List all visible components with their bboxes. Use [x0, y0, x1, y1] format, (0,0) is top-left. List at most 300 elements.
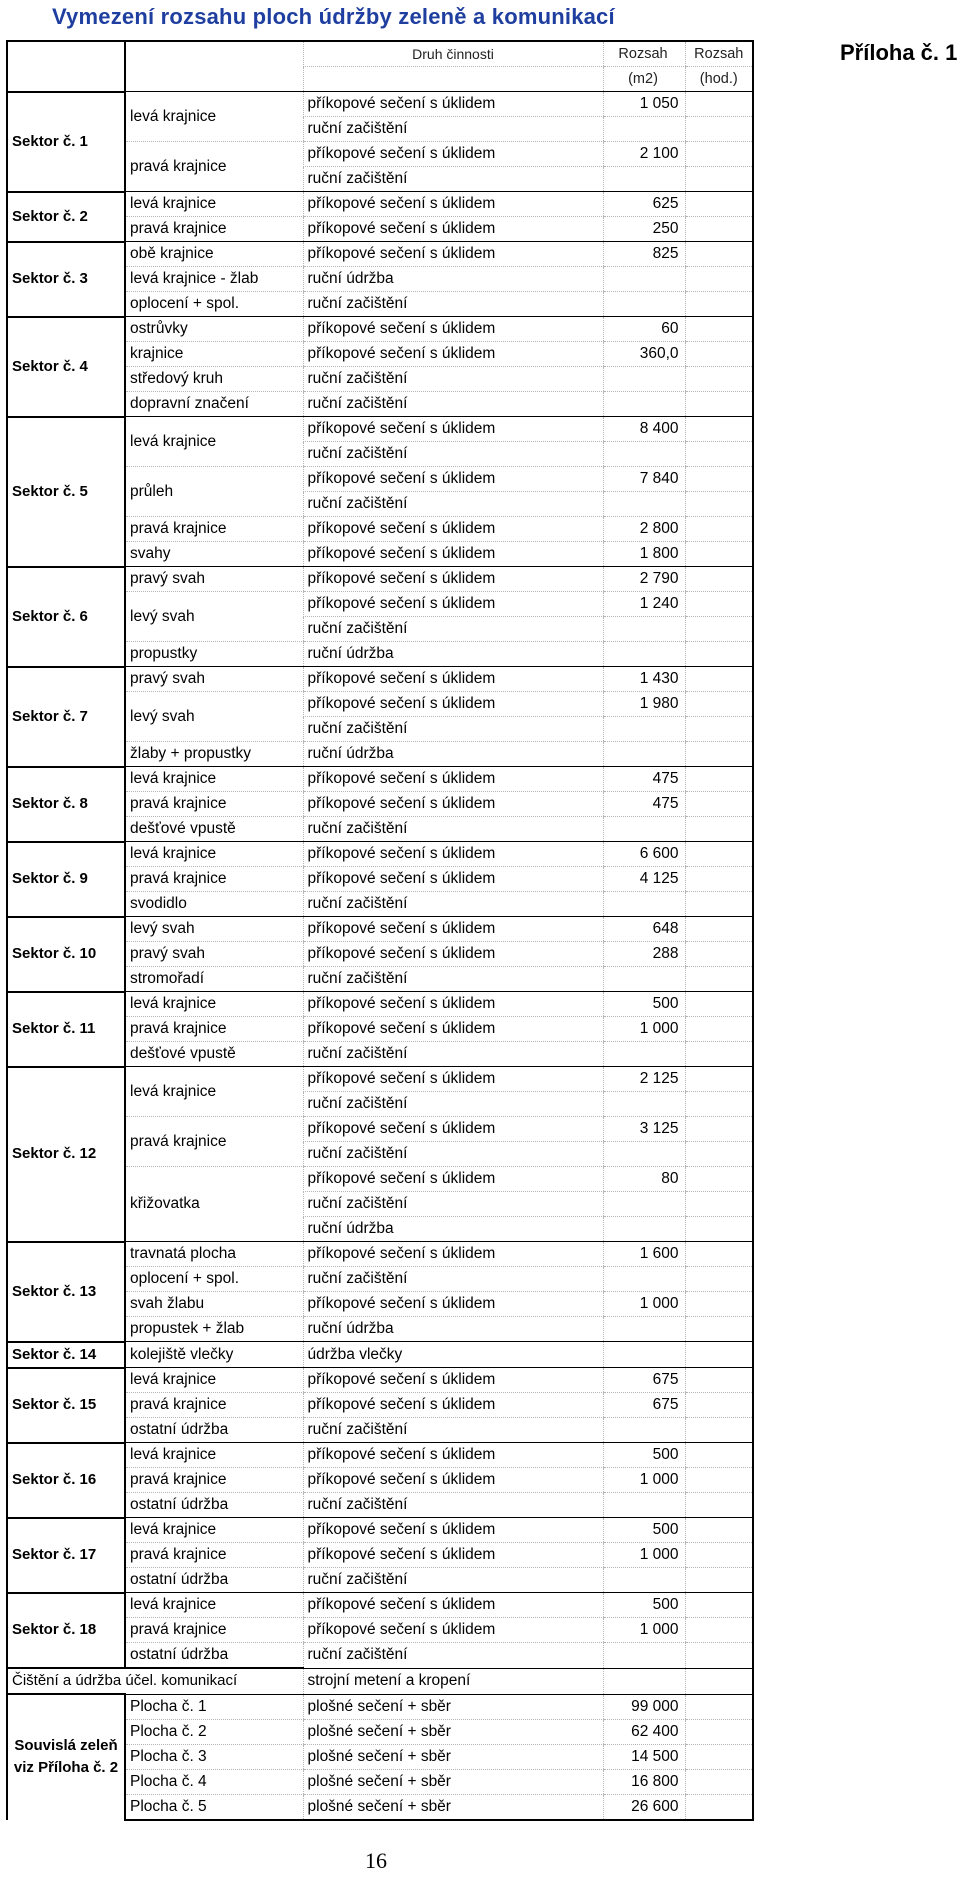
area-cell: 475 — [603, 767, 685, 792]
activity-cell: ruční začištění — [303, 817, 603, 842]
activity-cell: příkopové sečení s úklidem — [303, 542, 603, 567]
hours-cell — [685, 1067, 753, 1092]
hours-cell — [685, 917, 753, 942]
area-cell — [603, 117, 685, 142]
object-name: levý svah — [125, 917, 303, 942]
area-cell: 1 980 — [603, 692, 685, 717]
area-cell — [603, 1643, 685, 1669]
area-cell — [603, 292, 685, 317]
activity-cell: příkopové sečení s úklidem — [303, 767, 603, 792]
object-name: křižovatka — [125, 1167, 303, 1242]
sector-label: Sektor č. 16 — [7, 1443, 125, 1518]
object-name: levá krajnice — [125, 842, 303, 867]
activity-cell: ruční začištění — [303, 1267, 603, 1292]
object-name: dešťové vpustě — [125, 1042, 303, 1067]
activity-cell: ruční začištění — [303, 1493, 603, 1518]
activity-cell: příkopové sečení s úklidem — [303, 1167, 603, 1192]
object-name: levá krajnice — [125, 1518, 303, 1543]
hours-cell — [685, 1618, 753, 1643]
hours-cell — [685, 1719, 753, 1744]
area-cell: 1 800 — [603, 542, 685, 567]
hours-cell — [685, 1092, 753, 1117]
page-number: 16 — [365, 1848, 387, 1873]
hours-cell — [685, 1668, 753, 1694]
communication-label: Čištění a údržba účel. komunikací — [7, 1668, 303, 1694]
activity-cell: ruční začištění — [303, 967, 603, 992]
activity-cell: plošné sečení + sběr — [303, 1719, 603, 1744]
activity-cell: plošné sečení + sběr — [303, 1744, 603, 1769]
object-name: levá krajnice — [125, 1593, 303, 1618]
header-area-unit: (m2) — [603, 67, 685, 92]
area-cell — [603, 1042, 685, 1067]
area-cell: 1 050 — [603, 92, 685, 117]
activity-cell: ruční údržba — [303, 1217, 603, 1242]
sector-label: Sektor č. 18 — [7, 1593, 125, 1669]
hours-cell — [685, 1744, 753, 1769]
activity-cell: příkopové sečení s úklidem — [303, 417, 603, 442]
hours-cell — [685, 517, 753, 542]
object-name: ostatní údržba — [125, 1643, 303, 1669]
hours-cell — [685, 242, 753, 267]
table-row — [7, 567, 753, 592]
hours-cell — [685, 1518, 753, 1543]
hours-cell — [685, 217, 753, 242]
hours-cell — [685, 417, 753, 442]
activity-cell: ruční údržba — [303, 742, 603, 767]
greenery-label: Souvislá zeleň viz Příloha č. 2 — [7, 1694, 125, 1820]
hours-cell — [685, 1192, 753, 1217]
hours-cell — [685, 1468, 753, 1493]
hours-cell — [685, 1167, 753, 1192]
activity-cell: příkopové sečení s úklidem — [303, 342, 603, 367]
hours-cell — [685, 1543, 753, 1568]
area-cell: 1 000 — [603, 1292, 685, 1317]
activity-cell: plošné sečení + sběr — [303, 1794, 603, 1820]
activity-cell: ruční začištění — [303, 1092, 603, 1117]
table-row — [7, 192, 753, 217]
sector-label: Sektor č. 11 — [7, 992, 125, 1067]
hours-cell — [685, 1368, 753, 1393]
object-name: levá krajnice — [125, 417, 303, 467]
activity-cell: příkopové sečení s úklidem — [303, 1117, 603, 1142]
area-cell — [603, 1317, 685, 1342]
area-cell: 80 — [603, 1167, 685, 1192]
table-row — [7, 92, 753, 117]
hours-cell — [685, 1342, 753, 1368]
area-cell — [603, 967, 685, 992]
area-cell: 1 000 — [603, 1017, 685, 1042]
activity-cell: ruční začištění — [303, 367, 603, 392]
activity-cell: ruční začištění — [303, 717, 603, 742]
maintenance-table — [6, 40, 752, 1821]
activity-cell: příkopové sečení s úklidem — [303, 1242, 603, 1267]
area-cell: 475 — [603, 792, 685, 817]
area-cell: 1 000 — [603, 1618, 685, 1643]
area-cell: 1 600 — [603, 1242, 685, 1267]
activity-cell: příkopové sečení s úklidem — [303, 192, 603, 217]
sector-label: Sektor č. 1 — [7, 92, 125, 192]
hours-cell — [685, 192, 753, 217]
activity-cell: příkopové sečení s úklidem — [303, 92, 603, 117]
sector-label: Sektor č. 9 — [7, 842, 125, 917]
table-row — [7, 1443, 753, 1468]
header-hours: Rozsah — [685, 41, 753, 67]
hours-cell — [685, 442, 753, 467]
hours-cell — [685, 567, 753, 592]
object-name: levá krajnice — [125, 1067, 303, 1117]
area-cell — [603, 167, 685, 192]
hours-cell — [685, 892, 753, 917]
object-name: pravá krajnice — [125, 142, 303, 192]
area-cell — [603, 1418, 685, 1443]
area-cell — [603, 717, 685, 742]
hours-cell — [685, 317, 753, 342]
hours-cell — [685, 1017, 753, 1042]
header-activity: Druh činnosti — [303, 41, 603, 67]
area-cell: 675 — [603, 1368, 685, 1393]
activity-cell: příkopové sečení s úklidem — [303, 867, 603, 892]
area-cell: 4 125 — [603, 867, 685, 892]
table-row — [7, 1342, 753, 1368]
object-name: ostatní údržba — [125, 1493, 303, 1518]
sector-label: Sektor č. 6 — [7, 567, 125, 667]
activity-cell: příkopové sečení s úklidem — [303, 1368, 603, 1393]
sector-label: Sektor č. 10 — [7, 917, 125, 992]
hours-cell — [685, 592, 753, 617]
object-name: pravý svah — [125, 942, 303, 967]
area-cell: 288 — [603, 942, 685, 967]
object-name: pravá krajnice — [125, 517, 303, 542]
object-name: dešťové vpustě — [125, 817, 303, 842]
hours-cell — [685, 1267, 753, 1292]
area-cell — [603, 1217, 685, 1242]
area-cell: 99 000 — [603, 1694, 685, 1719]
activity-cell: ruční začištění — [303, 892, 603, 917]
greenery-row — [7, 1694, 753, 1719]
object-name: pravá krajnice — [125, 867, 303, 892]
table-row — [7, 767, 753, 792]
object-name: žlaby + propustky — [125, 742, 303, 767]
activity-cell: příkopové sečení s úklidem — [303, 567, 603, 592]
activity-cell: příkopové sečení s úklidem — [303, 1292, 603, 1317]
area-cell: 8 400 — [603, 417, 685, 442]
activity-cell: příkopové sečení s úklidem — [303, 317, 603, 342]
area-cell: 675 — [603, 1393, 685, 1418]
area-cell — [603, 617, 685, 642]
area-cell: 6 600 — [603, 842, 685, 867]
hours-cell — [685, 1418, 753, 1443]
activity-cell: příkopové sečení s úklidem — [303, 142, 603, 167]
area-cell — [603, 817, 685, 842]
activity-cell: příkopové sečení s úklidem — [303, 1518, 603, 1543]
table-row — [7, 1067, 753, 1092]
object-name: pravá krajnice — [125, 1017, 303, 1042]
object-name: průleh — [125, 467, 303, 517]
hours-cell — [685, 842, 753, 867]
table-row — [7, 842, 753, 867]
sector-label: Sektor č. 4 — [7, 317, 125, 417]
area-cell — [603, 367, 685, 392]
object-name: levý svah — [125, 692, 303, 742]
object-name: stromořadí — [125, 967, 303, 992]
activity-cell: příkopové sečení s úklidem — [303, 942, 603, 967]
table-header-row-2 — [7, 67, 753, 92]
plot-name: Plocha č. 5 — [125, 1794, 303, 1820]
area-cell — [603, 1142, 685, 1167]
hours-cell — [685, 1794, 753, 1820]
sector-label: Sektor č. 15 — [7, 1368, 125, 1443]
hours-cell — [685, 1292, 753, 1317]
object-name: pravá krajnice — [125, 1618, 303, 1643]
area-cell: 825 — [603, 242, 685, 267]
area-cell — [603, 642, 685, 667]
hours-cell — [685, 542, 753, 567]
hours-cell — [685, 167, 753, 192]
activity-cell: příkopové sečení s úklidem — [303, 1593, 603, 1618]
sector-label: Sektor č. 2 — [7, 192, 125, 242]
object-name: levá krajnice — [125, 1368, 303, 1393]
activity-cell: příkopové sečení s úklidem — [303, 1067, 603, 1092]
area-cell — [603, 1267, 685, 1292]
area-cell: 62 400 — [603, 1719, 685, 1744]
table-row — [7, 1518, 753, 1543]
object-name: ostatní údržba — [125, 1568, 303, 1593]
hours-cell — [685, 1117, 753, 1142]
table-row — [7, 1593, 753, 1618]
hours-cell — [685, 867, 753, 892]
object-name: pravá krajnice — [125, 792, 303, 817]
object-name: oplocení + spol. — [125, 1267, 303, 1292]
activity-cell: plošné sečení + sběr — [303, 1769, 603, 1794]
area-cell: 26 600 — [603, 1794, 685, 1820]
plot-name: Plocha č. 1 — [125, 1694, 303, 1719]
sector-label: Sektor č. 8 — [7, 767, 125, 842]
hours-cell — [685, 717, 753, 742]
object-name: pravá krajnice — [125, 1117, 303, 1167]
hours-cell — [685, 117, 753, 142]
table-header-row-1 — [7, 41, 753, 67]
plot-name: Plocha č. 4 — [125, 1769, 303, 1794]
table-row — [7, 667, 753, 692]
activity-cell: příkopové sečení s úklidem — [303, 592, 603, 617]
hours-cell — [685, 492, 753, 517]
area-cell: 2 790 — [603, 567, 685, 592]
area-cell: 500 — [603, 1443, 685, 1468]
area-cell: 625 — [603, 192, 685, 217]
object-name: levý svah — [125, 592, 303, 642]
object-name: propustek + žlab — [125, 1317, 303, 1342]
activity-cell: plošné sečení + sběr — [303, 1694, 603, 1719]
table-row — [7, 917, 753, 942]
area-cell — [603, 1092, 685, 1117]
activity-cell: příkopové sečení s úklidem — [303, 692, 603, 717]
hours-cell — [685, 1042, 753, 1067]
object-name: svodidlo — [125, 892, 303, 917]
area-cell: 2 125 — [603, 1067, 685, 1092]
object-name: svahy — [125, 542, 303, 567]
object-name: pravý svah — [125, 567, 303, 592]
area-cell: 1 000 — [603, 1543, 685, 1568]
area-cell: 360,0 — [603, 342, 685, 367]
hours-cell — [685, 1568, 753, 1593]
hours-cell — [685, 92, 753, 117]
object-name: travnatá plocha — [125, 1242, 303, 1267]
activity-cell: ruční začištění — [303, 292, 603, 317]
activity-cell: příkopové sečení s úklidem — [303, 842, 603, 867]
sector-label: Sektor č. 5 — [7, 417, 125, 567]
area-cell — [603, 1568, 685, 1593]
hours-cell — [685, 642, 753, 667]
hours-cell — [685, 342, 753, 367]
hours-cell — [685, 1493, 753, 1518]
header-area: Rozsah — [603, 41, 685, 67]
activity-cell: ruční začištění — [303, 442, 603, 467]
activity-cell: ruční začištění — [303, 617, 603, 642]
activity-cell: ruční začištění — [303, 167, 603, 192]
object-name: pravá krajnice — [125, 1393, 303, 1418]
sector-label: Sektor č. 12 — [7, 1067, 125, 1242]
hours-cell — [685, 617, 753, 642]
object-name: pravá krajnice — [125, 217, 303, 242]
area-cell — [603, 742, 685, 767]
activity-cell: ruční začištění — [303, 1192, 603, 1217]
hours-cell — [685, 967, 753, 992]
hours-cell — [685, 1769, 753, 1794]
activity-cell: příkopové sečení s úklidem — [303, 792, 603, 817]
object-name: levá krajnice — [125, 1443, 303, 1468]
area-cell: 2 100 — [603, 142, 685, 167]
sector-label: Sektor č. 14 — [7, 1342, 125, 1368]
activity-cell: ruční začištění — [303, 117, 603, 142]
sector-label: Sektor č. 3 — [7, 242, 125, 317]
communication-row — [7, 1668, 753, 1694]
object-name: levá krajnice - žlab — [125, 267, 303, 292]
area-cell: 500 — [603, 1593, 685, 1618]
area-cell: 16 800 — [603, 1769, 685, 1794]
hours-cell — [685, 742, 753, 767]
activity-cell: příkopové sečení s úklidem — [303, 1443, 603, 1468]
table-row — [7, 1242, 753, 1267]
table-row — [7, 992, 753, 1017]
area-cell — [603, 1493, 685, 1518]
area-cell — [603, 892, 685, 917]
object-name: levá krajnice — [125, 192, 303, 217]
area-cell — [603, 492, 685, 517]
hours-cell — [685, 942, 753, 967]
hours-cell — [685, 1393, 753, 1418]
object-name: krajnice — [125, 342, 303, 367]
area-cell — [603, 392, 685, 417]
area-cell: 3 125 — [603, 1117, 685, 1142]
activity-cell: příkopové sečení s úklidem — [303, 1543, 603, 1568]
object-name: pravá krajnice — [125, 1468, 303, 1493]
hours-cell — [685, 1694, 753, 1719]
object-name: levá krajnice — [125, 992, 303, 1017]
hours-cell — [685, 142, 753, 167]
document-title: Vymezení rozsahu ploch údržby zeleně a komunikací — [52, 4, 615, 29]
hours-cell — [685, 467, 753, 492]
area-cell: 60 — [603, 317, 685, 342]
communication-activity: strojní metení a kropení — [303, 1668, 603, 1694]
object-name: středový kruh — [125, 367, 303, 392]
activity-cell: ruční začištění — [303, 1142, 603, 1167]
activity-cell: příkopové sečení s úklidem — [303, 917, 603, 942]
activity-cell: příkopové sečení s úklidem — [303, 217, 603, 242]
hours-cell — [685, 667, 753, 692]
appendix-label: Příloha č. 1 — [840, 40, 958, 65]
plot-name: Plocha č. 2 — [125, 1719, 303, 1744]
hours-cell — [685, 1643, 753, 1669]
object-name: obě krajnice — [125, 242, 303, 267]
table-row — [7, 417, 753, 442]
activity-cell: příkopové sečení s úklidem — [303, 517, 603, 542]
activity-cell: ruční začištění — [303, 1643, 603, 1669]
hours-cell — [685, 267, 753, 292]
table-row — [7, 317, 753, 342]
object-name: pravá krajnice — [125, 1543, 303, 1568]
activity-cell: příkopové sečení s úklidem — [303, 667, 603, 692]
object-name: levá krajnice — [125, 767, 303, 792]
object-name: propustky — [125, 642, 303, 667]
activity-cell: ruční začištění — [303, 492, 603, 517]
activity-cell: příkopové sečení s úklidem — [303, 1017, 603, 1042]
hours-cell — [685, 817, 753, 842]
hours-cell — [685, 392, 753, 417]
activity-cell: ruční údržba — [303, 267, 603, 292]
area-cell — [603, 442, 685, 467]
area-cell: 250 — [603, 217, 685, 242]
area-cell: 500 — [603, 1518, 685, 1543]
area-cell: 648 — [603, 917, 685, 942]
activity-cell: příkopové sečení s úklidem — [303, 1393, 603, 1418]
object-name: ostatní údržba — [125, 1418, 303, 1443]
activity-cell: ruční začištění — [303, 1418, 603, 1443]
area-cell — [603, 1668, 685, 1694]
area-cell: 14 500 — [603, 1744, 685, 1769]
area-cell — [603, 267, 685, 292]
object-name: pravý svah — [125, 667, 303, 692]
activity-cell: příkopové sečení s úklidem — [303, 467, 603, 492]
area-cell: 2 800 — [603, 517, 685, 542]
sector-label: Sektor č. 13 — [7, 1242, 125, 1342]
hours-cell — [685, 792, 753, 817]
activity-cell: ruční začištění — [303, 392, 603, 417]
hours-cell — [685, 767, 753, 792]
hours-cell — [685, 1317, 753, 1342]
table-row — [7, 1368, 753, 1393]
area-cell: 1 240 — [603, 592, 685, 617]
hours-cell — [685, 1217, 753, 1242]
activity-cell: ruční začištění — [303, 1042, 603, 1067]
plot-name: Plocha č. 3 — [125, 1744, 303, 1769]
hours-cell — [685, 992, 753, 1017]
activity-cell: ruční začištění — [303, 1568, 603, 1593]
hours-cell — [685, 1242, 753, 1267]
activity-cell: příkopové sečení s úklidem — [303, 1618, 603, 1643]
area-cell: 7 840 — [603, 467, 685, 492]
object-name: ostrůvky — [125, 317, 303, 342]
area-cell — [603, 1342, 685, 1368]
hours-cell — [685, 292, 753, 317]
activity-cell: příkopové sečení s úklidem — [303, 242, 603, 267]
sector-label: Sektor č. 17 — [7, 1518, 125, 1593]
hours-cell — [685, 692, 753, 717]
sector-label: Sektor č. 7 — [7, 667, 125, 767]
object-name: dopravní značení — [125, 392, 303, 417]
object-name: kolejiště vlečky — [125, 1342, 303, 1368]
object-name: levá krajnice — [125, 92, 303, 142]
activity-cell: příkopové sečení s úklidem — [303, 992, 603, 1017]
